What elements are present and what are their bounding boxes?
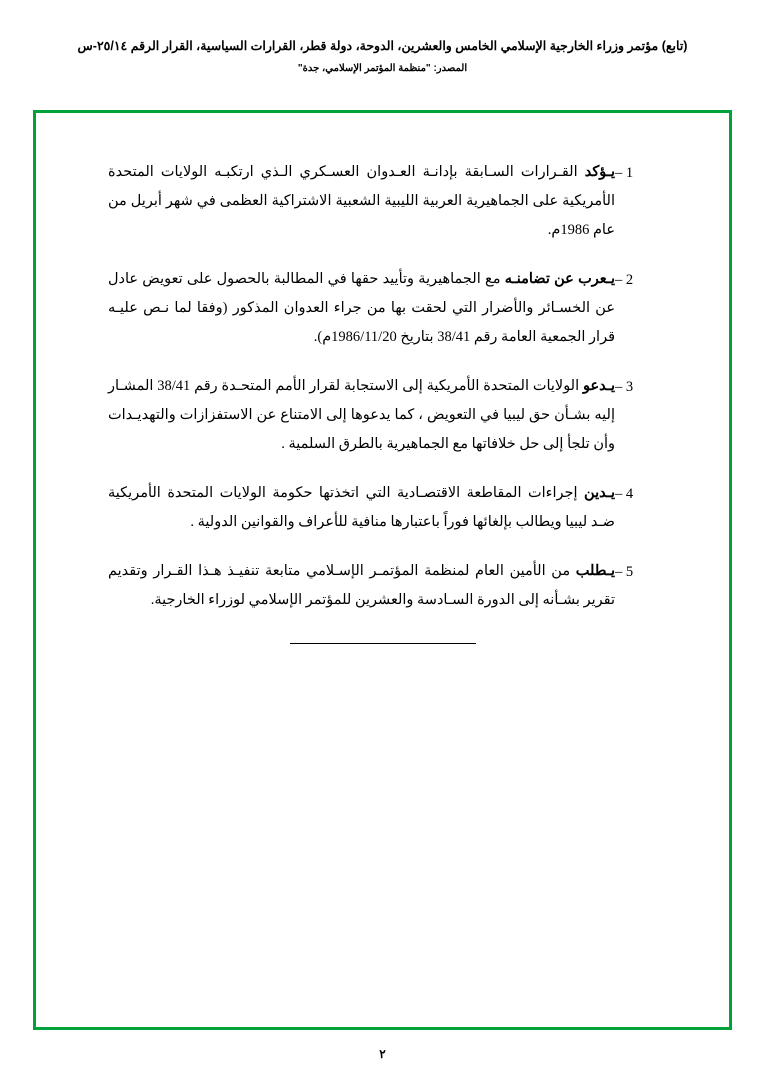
- section-divider: [290, 643, 476, 644]
- list-item: [108, 557, 657, 615]
- clause-lead: يـدين: [584, 485, 615, 501]
- clause-number: 2 –: [615, 272, 634, 288]
- clause-lead: يـطلب: [575, 563, 615, 579]
- list-item: [108, 265, 657, 352]
- clause-list: [108, 158, 657, 644]
- section-divider-wrap: [108, 643, 657, 644]
- clause-body: [108, 479, 615, 537]
- clause-body: [108, 158, 615, 245]
- list-item: [108, 479, 657, 537]
- clause-body: [108, 265, 615, 352]
- list-item: [108, 158, 657, 245]
- clause-text: إجراءات المقاطعة الاقتصـادية التي اتخذتها حكومة الولايات المتحدة الأمريكية ضـد ليبيا ويطالب بإلغائها فوراً باعتبارها منافية للأعراف والقوانين الدولية .: [108, 485, 615, 530]
- header-title-line: (تابع) مؤتمر وزراء الخارجية الإسلامي الخامس والعشرين، الدوحة، دولة قطر، القرارات السياسية، القرار الرقم ٢٥/١٤-س: [77, 39, 688, 53]
- clause-lead: يـدعو: [582, 378, 615, 394]
- content-frame: [33, 110, 732, 1030]
- clause-text: مع الجماهيرية وتأييد حقها في المطالبة بالحصول على تعويض عادل عن الخسـائر والأضرار التي لحقت بها من جراء العدوان المذكور (وفقا لما نـص عليـه قرار الجمعية العامة رقم 38/41 بتاريخ 1986/11/20م).: [108, 271, 615, 345]
- clause-number: 1 –: [615, 165, 634, 181]
- clause-number: 5 –: [615, 564, 634, 580]
- clause-text: الولايات المتحدة الأمريكية إلى الاستجابة لقرار الأمم المتحـدة رقم 38/41 المشـار إليه بشـأن حق ليبيا في التعويض ، كما يدعوها إلى الامتناع عن الاستفزازات والتهديـدات وأن تلجأ إلى حل خلافاتها مع الجماهيرية بالطرق السلمية .: [108, 378, 615, 452]
- clause-text: القـرارات السـابقة بإدانـة العـدوان العسـكري الـذي ارتكبـه الولايات المتحدة الأمريكية على الجماهيرية العربية الليبية الشعبية الاشتراكية العظمى في شهر أبريل من عام 1986م.: [108, 164, 615, 238]
- list-item: [108, 372, 657, 459]
- header-source-line: المصدر: "منظمة المؤتمر الإسلامي، جدة": [297, 62, 468, 74]
- clause-lead: يـؤكد: [584, 164, 615, 180]
- clause-number: 4 –: [615, 486, 634, 502]
- clause-body: [108, 557, 615, 615]
- clause-lead: يـعرب عن تضامنـه: [504, 271, 615, 287]
- clause-number: 3 –: [615, 379, 634, 395]
- document-header: [0, 38, 765, 76]
- clause-body: [108, 372, 615, 459]
- page-number: ٢: [379, 1047, 386, 1061]
- clause-text: من الأمين العام لمنظمة المؤتمـر الإسـلامي متابعة تنفيـذ هـذا القـرار وتقديم تقرير بشـأنه إلى الدورة السـادسة والعشرين للمؤتمر الإسلامي لوزراء الخارجية.: [108, 563, 615, 608]
